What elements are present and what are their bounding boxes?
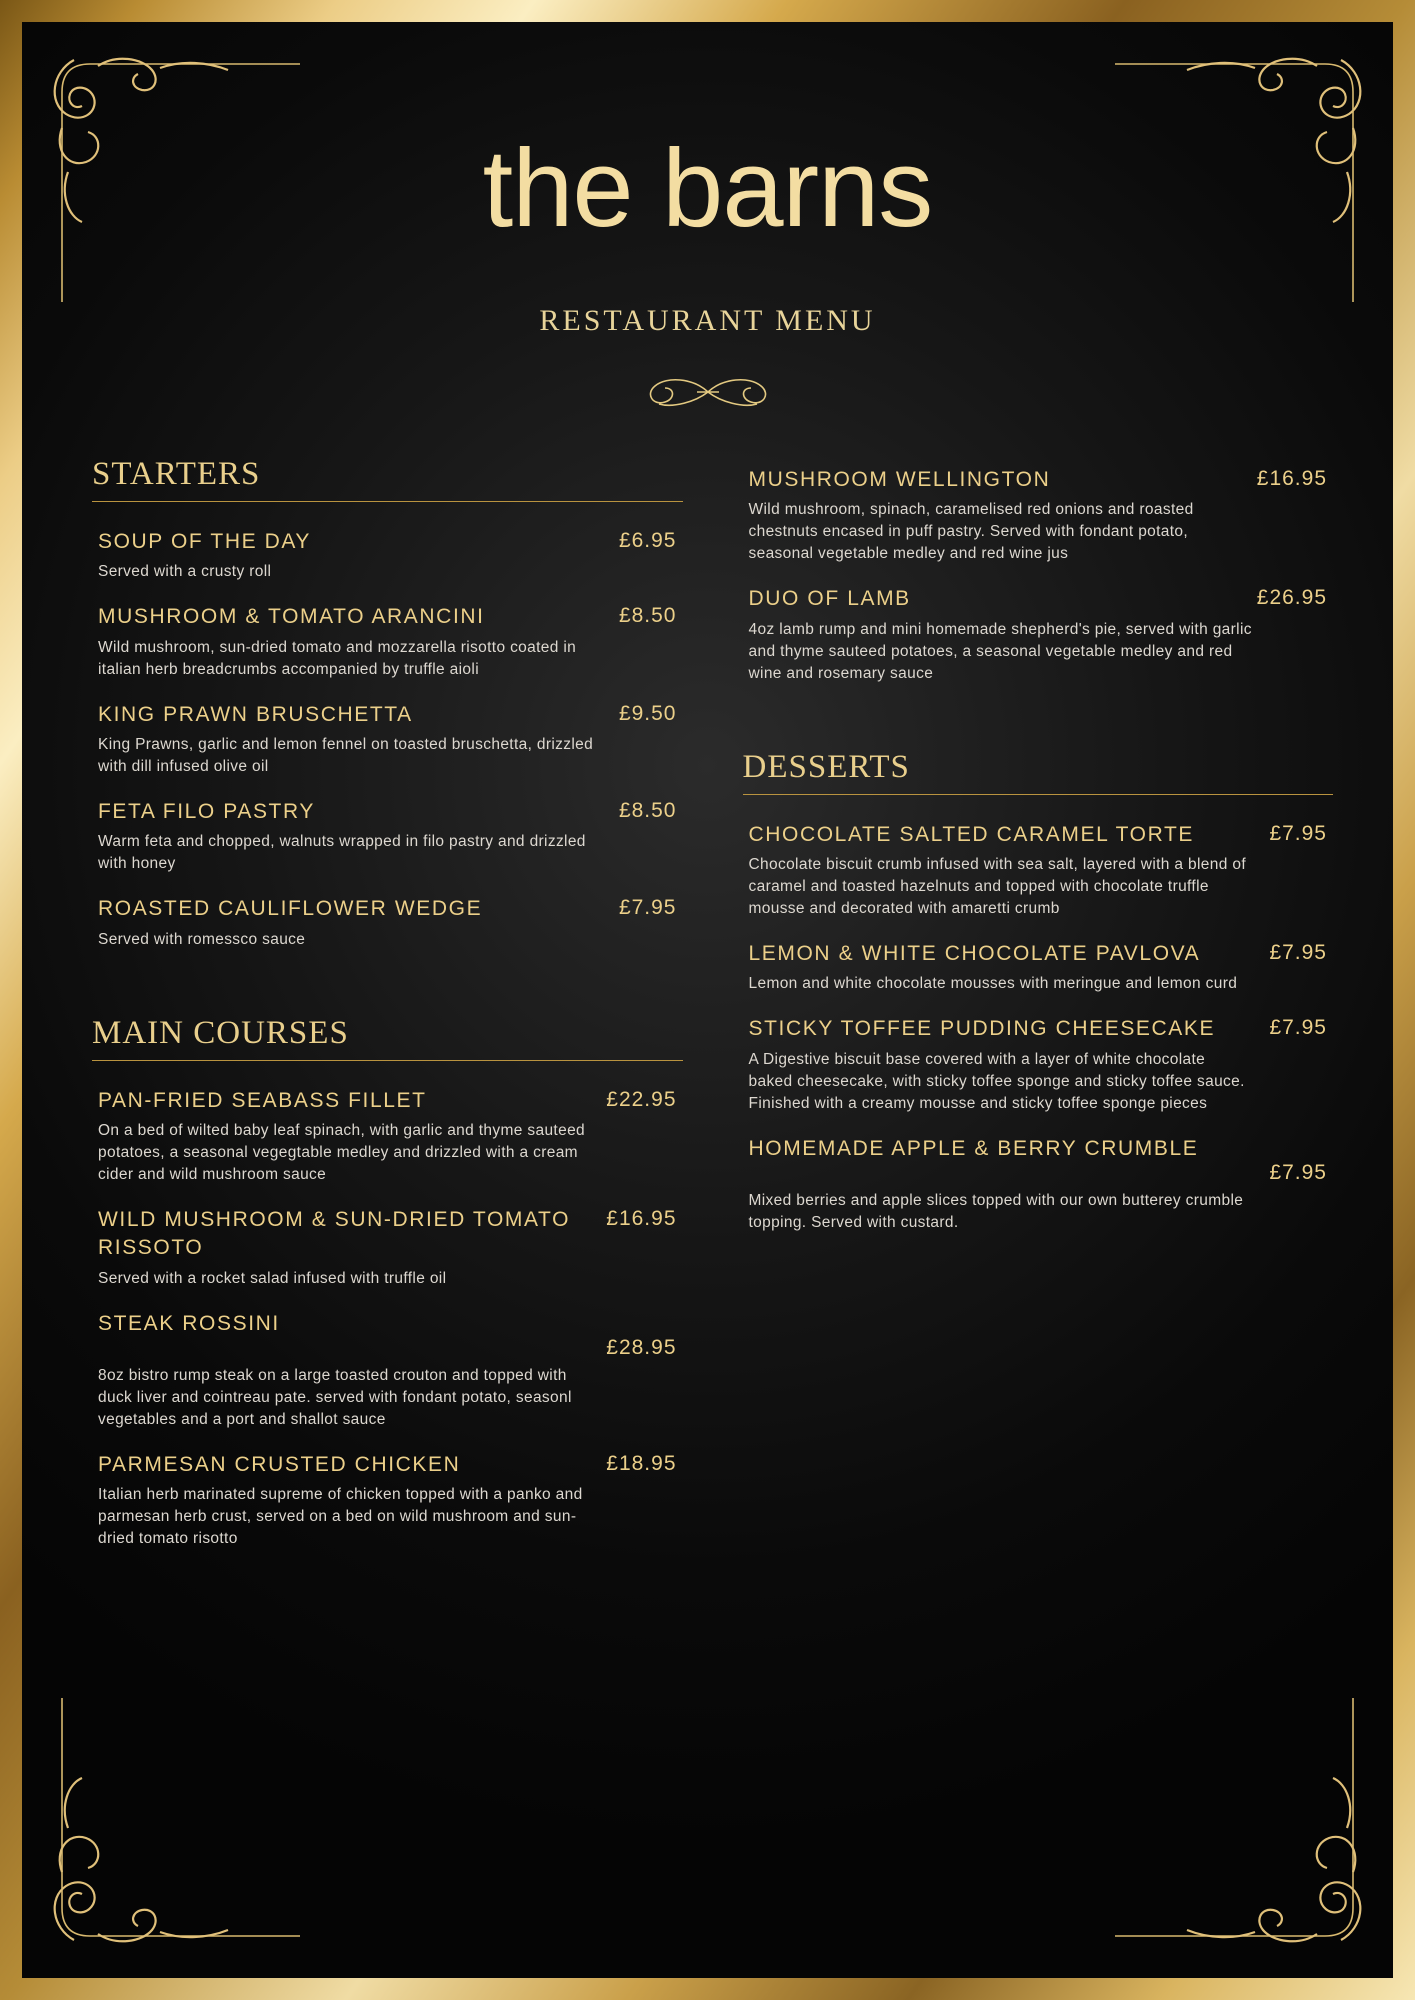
- corner-ornament-icon: [32, 1668, 332, 1968]
- menu-item-name: SOUP OF THE DAY: [98, 530, 312, 553]
- menu-item-name: HOMEMADE APPLE & BERRY CRUMBLE: [748, 1136, 1199, 1160]
- menu-item: [743, 940, 1334, 995]
- section-divider: [92, 501, 683, 502]
- menu-item: [743, 1015, 1334, 1114]
- menu-item: [743, 1135, 1334, 1234]
- menu-item-description: Served with a rocket salad infused with truffle oil: [98, 1269, 447, 1287]
- menu-item: [92, 1206, 683, 1290]
- menu-item-description: Served with romessco sauce: [98, 930, 306, 948]
- menu-item-price: £28.95: [606, 1335, 677, 1359]
- menu-subtitle: RESTAURANT MENU: [539, 304, 876, 337]
- menu-item: [92, 1087, 683, 1186]
- menu-column-left: [92, 456, 683, 1570]
- menu-item-description: Wild mushroom, spinach, caramelised red onions and roasted chestnuts encased in puff pastry. Served with fondant potato, seasonal vegetable medley and red wine jus: [748, 501, 1194, 563]
- menu-inner-panel: [22, 22, 1393, 1978]
- corner-ornament-icon: [1083, 1668, 1383, 1968]
- flourish-ornament-icon: [22, 364, 1393, 420]
- menu-item-description: 8oz bistro rump steak on a large toasted crouton and topped with duck liver and cointreau pate. served with fondant potato, seasonl vegetables and a port and shallot sauce: [98, 1366, 572, 1428]
- menu-item-description: Mixed berries and apple slices topped with our own butterey crumble topping. Served with custard.: [748, 1191, 1244, 1231]
- section-desserts: [743, 749, 1334, 1234]
- menu-item-description: On a bed of wilted baby leaf spinach, with garlic and thyme sauteed potatoes, a seasonal vegegtable medley and drizzled with a cream cider and wild mushroom sauce: [98, 1122, 586, 1184]
- menu-item-price: £7.95: [1269, 941, 1327, 965]
- menu-item: [92, 528, 683, 583]
- menu-item-price: £7.95: [1269, 1016, 1327, 1040]
- section-title: DESSERTS: [742, 748, 910, 785]
- menu-item-description: A Digestive biscuit base covered with a layer of white chocolate baked cheesecake, with sticky toffee sponge and sticky toffee sauce. Finished with a creamy mousse and sticky toffee sponge pieces: [748, 1050, 1245, 1112]
- menu-item-price: £6.95: [618, 529, 677, 552]
- menu-header: [22, 22, 1393, 420]
- menu-item-name: FETA FILO PASTRY: [98, 800, 315, 824]
- menu-item: [92, 1451, 683, 1550]
- section-divider: [92, 1060, 683, 1061]
- menu-item-name: PARMESAN CRUSTED CHICKEN: [98, 1452, 461, 1476]
- section-starters: [92, 456, 683, 951]
- menu-item-price: £22.95: [606, 1087, 677, 1111]
- menu-item-price: £7.95: [1269, 821, 1327, 845]
- menu-item-price: £8.50: [618, 799, 677, 823]
- menu-item-name: STICKY TOFFEE PUDDING CHEESECAKE: [748, 1017, 1216, 1041]
- menu-item-description: Lemon and white chocolate mousses with meringue and lemon curd: [748, 975, 1238, 993]
- menu-item: [743, 585, 1334, 684]
- menu-item-name: WILD MUSHROOM & SUN-DRIED TOMATO RISSOTO: [98, 1208, 570, 1260]
- menu-item-name: MUSHROOM WELLINGTON: [748, 468, 1051, 491]
- menu-item-description: 4oz lamb rump and mini homemade shepherd's pie, served with garlic and thyme sauteed potatoes, a seasonal vegetable medley and red wine and rosemary sauce: [748, 620, 1252, 682]
- menu-column-right: [743, 456, 1334, 1570]
- menu-item: [92, 1310, 683, 1431]
- menu-item-price: £9.50: [618, 701, 677, 725]
- menu-item-price: £26.95: [1256, 586, 1327, 610]
- menu-item-description: Warm feta and chopped, walnuts wrapped in filo pastry and drizzled with honey: [98, 833, 586, 873]
- menu-columns: [22, 456, 1393, 1570]
- menu-item-name: CHOCOLATE SALTED CARAMEL TORTE: [748, 822, 1195, 846]
- menu-item-name: STEAK ROSSINI: [98, 1311, 280, 1335]
- menu-item-name: ROASTED CAULIFLOWER WEDGE: [98, 897, 483, 921]
- menu-item-price: £16.95: [606, 1207, 677, 1231]
- menu-item-price: £16.95: [1256, 467, 1327, 490]
- menu-item-name: MUSHROOM & TOMATO ARANCINI: [98, 605, 485, 629]
- menu-item: [92, 603, 683, 680]
- restaurant-name: the barns: [482, 127, 933, 250]
- menu-item-description: Italian herb marinated supreme of chicken topped with a panko and parmesan herb crust, served on a bed on wild mushroom and sun-dried tomato risotto: [98, 1486, 583, 1548]
- menu-item-description: Served with a crusty roll: [98, 563, 272, 581]
- menu-item-description: Chocolate biscuit crumb infused with sea salt, layered with a blend of caramel and toasted hazelnuts and topped with chocolate truffle mousse and decorated with amaretti crumb: [748, 856, 1246, 918]
- menu-item-price: £7.95: [1269, 1160, 1327, 1184]
- menu-item: [92, 895, 683, 950]
- section-title: MAIN COURSES: [92, 1014, 349, 1051]
- menu-item: [92, 798, 683, 875]
- menu-item: [743, 821, 1334, 920]
- menu-item-name: DUO OF LAMB: [748, 587, 911, 611]
- section-title: STARTERS: [92, 456, 261, 492]
- menu-item-price: £7.95: [618, 896, 677, 920]
- section-divider: [743, 794, 1334, 795]
- menu-item-name: KING PRAWN BRUSCHETTA: [98, 702, 413, 726]
- menu-item-name: PAN-FRIED SEABASS FILLET: [98, 1088, 427, 1112]
- menu-item-name: LEMON & WHITE CHOCOLATE PAVLOVA: [748, 942, 1201, 966]
- menu-item: [92, 701, 683, 778]
- section-mains-continued: [743, 466, 1334, 685]
- menu-item: [743, 466, 1334, 565]
- menu-item-price: £18.95: [606, 1451, 677, 1475]
- menu-item-price: £8.50: [618, 604, 677, 628]
- section-main-courses: [92, 1015, 683, 1550]
- menu-item-description: King Prawns, garlic and lemon fennel on toasted bruschetta, drizzled with dill infused olive oil: [98, 736, 594, 776]
- menu-item-description: Wild mushroom, sun-dried tomato and mozzarella risotto coated in italian herb breadcrumbs accompanied by truffle aioli: [98, 638, 577, 678]
